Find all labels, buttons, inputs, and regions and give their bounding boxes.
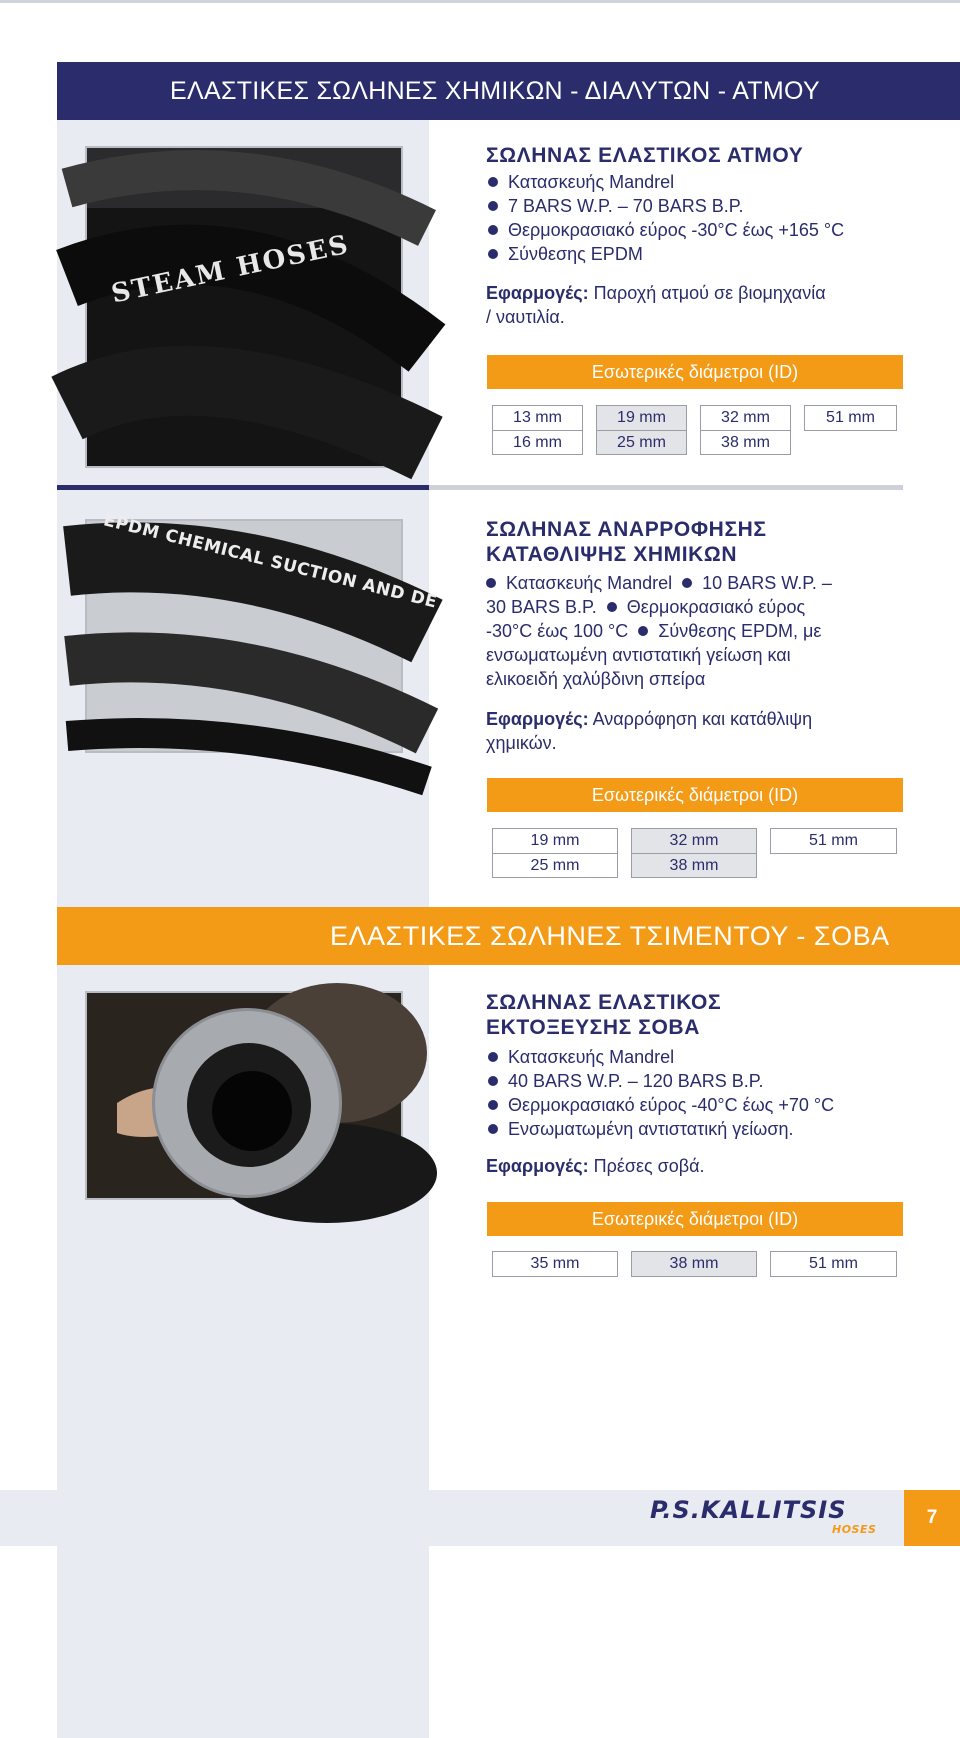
- chemical-hose-print: EPDM CHEMICAL SUCTION AND DE: [101, 510, 440, 613]
- bullet-icon: [607, 602, 617, 612]
- bullet-icon: [488, 1052, 498, 1062]
- bullet-icon: [682, 578, 692, 588]
- top-rule: [0, 0, 960, 3]
- size-cell: 51 mm: [770, 828, 897, 854]
- chemical-hose-image: [87, 510, 440, 751]
- size-cell: 19 mm 25 mm: [492, 828, 618, 878]
- size-cell: 13 mm 16 mm: [492, 405, 583, 455]
- bullet-icon: [488, 177, 498, 187]
- product-title: ΣΩΛΗΝΑΣ ΕΛΑΣΤΙΚΟΣ ΕΚΤΟΞΕΥΣΗΣ ΣΟΒΑ: [486, 991, 722, 1039]
- applications-text: Εφαρμογές: Παροχή ατμού σε βιομηχανία / ναυτιλία.: [486, 283, 826, 327]
- bullet-item: 7 BARS W.P. – 70 BARS B.P.: [488, 194, 844, 218]
- company-logo: P.S.KALLITSIS: [650, 1496, 847, 1524]
- product-bullets: [488, 1045, 834, 1141]
- bullet-item: Κατασκευής Mandrel: [488, 170, 844, 194]
- product-bullets: Κατασκευής Mandrel 10 BARS W.P. – 30 BARS B.P. Θερμοκρασιακό εύρος -30°C έως 100 °C Σύνθεσης EPDM, με ενσωματωμένη αντιστατική γείωση και ελικοειδή χαλύβδινη σπείρα: [486, 573, 832, 689]
- page-title: ΕΛΑΣΤΙΚΕΣ ΣΩΛΗΝΕΣ ΧΗΜΙΚΩΝ - ΔΙΑΛΥΤΩΝ - ΑΤΜΟΥ: [170, 77, 820, 105]
- bullet-item: Σύνθεσης EPDM: [488, 242, 844, 266]
- company-logo-sub: HOSES: [832, 1523, 877, 1536]
- steam-hose-photo: [85, 146, 403, 468]
- product-title: ΣΩΛΗΝΑΣ ΑΝΑΡΡΟΦΗΣΗΣ ΚΑΤΑΘΛΙΨΗΣ ΧΗΜΙΚΩΝ: [486, 518, 767, 566]
- inner-diameter-bar: Εσωτερικές διάμετροι (ID): [487, 1202, 903, 1236]
- size-cell: 51 mm: [770, 1251, 897, 1277]
- product-title: ΣΩΛΗΝΑΣ ΕΛΑΣΤΙΚΟΣ ΑΤΜΟΥ: [486, 144, 804, 167]
- bullet-item: Θερμοκρασιακό εύρος -30°C έως +165 °C: [488, 218, 844, 242]
- bullet-item: Θερμοκρασιακό εύρος -40°C έως +70 °C: [488, 1093, 834, 1117]
- inner-diameter-bar: Εσωτερικές διάμετροι (ID): [487, 778, 903, 812]
- size-cell: 32 mm 38 mm: [631, 828, 757, 878]
- plaster-hose-photo: [85, 991, 403, 1200]
- bullet-icon: [638, 626, 648, 636]
- bullet-icon: [488, 249, 498, 259]
- bullet-icon: [488, 201, 498, 211]
- bullet-icon: [486, 578, 496, 588]
- size-cell: 51 mm: [804, 405, 897, 431]
- bullet-icon: [488, 1100, 498, 1110]
- inner-diameter-bar: Εσωτερικές διάμετροι (ID): [487, 355, 903, 389]
- section-divider-accent: [57, 485, 429, 490]
- applications-label: Εφαρμογές:: [486, 709, 589, 729]
- applications-label: Εφαρμογές:: [486, 283, 589, 303]
- bullet-item: Κατασκευής Mandrel: [488, 1045, 834, 1069]
- section-title: ΕΛΑΣΤΙΚΕΣ ΣΩΛΗΝΕΣ ΤΣΙΜΕΝΤΟΥ - ΣΟΒΑ: [330, 921, 890, 951]
- size-cell: 38 mm: [631, 1251, 757, 1277]
- bullet-icon: [488, 1076, 498, 1086]
- steam-hose-image: [87, 148, 401, 466]
- product-bullets: [488, 170, 844, 266]
- applications-label: Εφαρμογές:: [486, 1156, 589, 1176]
- bullet-item: 40 BARS W.P. – 120 BARS B.P.: [488, 1069, 834, 1093]
- applications-text: Εφαρμογές: Αναρρόφηση και κατάθλιψη χημικών.: [486, 709, 813, 753]
- size-cell: 32 mm 38 mm: [700, 405, 791, 455]
- size-cell: 35 mm: [492, 1251, 618, 1277]
- bullet-item: Ενσωματωμένη αντιστατική γείωση.: [488, 1117, 834, 1141]
- applications-text: Εφαρμογές: Πρέσες σοβά.: [486, 1156, 705, 1176]
- chemical-hose-photo: [85, 510, 440, 753]
- steam-hose-print: STEAM HOSES: [108, 229, 353, 310]
- page-number: 7: [904, 1490, 960, 1546]
- bullet-icon: [488, 1124, 498, 1134]
- bullet-icon: [488, 225, 498, 235]
- size-cell: 19 mm 25 mm: [596, 405, 687, 455]
- plaster-hose-image: [87, 993, 401, 1198]
